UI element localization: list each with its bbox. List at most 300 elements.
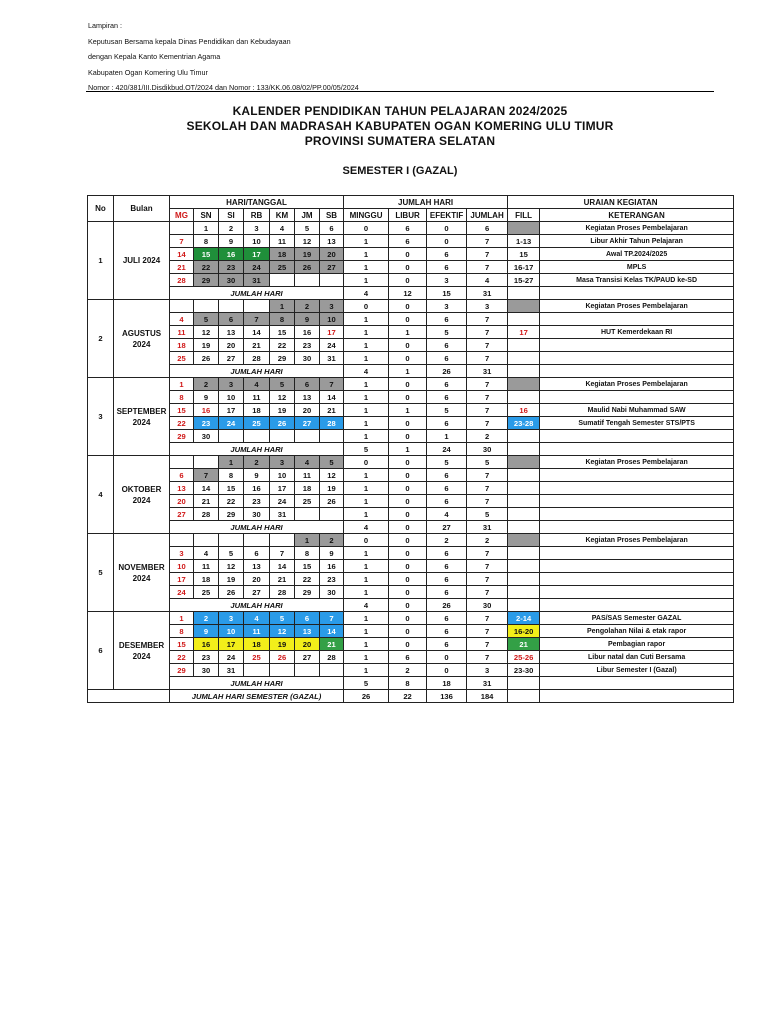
day-cell: 3 — [219, 378, 244, 391]
day-cell: 22 — [170, 651, 194, 664]
day-cell: 16 — [194, 638, 219, 651]
libur-count: 0 — [389, 300, 427, 313]
minggu-count: 0 — [344, 222, 389, 235]
day-cell: 1 — [170, 612, 194, 625]
libur-count: 0 — [389, 638, 427, 651]
day-cell: 3 — [219, 612, 244, 625]
jumlah-count: 7 — [467, 248, 508, 261]
fill-cell — [508, 287, 540, 300]
efektif-count: 6 — [427, 560, 467, 573]
title-line-2: SEKOLAH DAN MADRASAH KABUPATEN OGAN KOMERING ULU TIMUR — [186, 119, 614, 133]
day-cell: 11 — [244, 625, 270, 638]
keterangan-cell — [540, 573, 734, 586]
libur-count: 0 — [389, 313, 427, 326]
minggu-count: 1 — [344, 573, 389, 586]
day-cell: 12 — [270, 391, 295, 404]
day-cell: 30 — [244, 508, 270, 521]
table-row — [88, 664, 734, 677]
day-cell: 5 — [270, 378, 295, 391]
month-total-minggu: 5 — [344, 677, 389, 690]
fill-cell — [508, 313, 540, 326]
fill-cell — [508, 482, 540, 495]
day-cell: 19 — [320, 482, 344, 495]
day-cell: 27 — [320, 261, 344, 274]
day-cell: 26 — [270, 651, 295, 664]
jumlah-count: 3 — [467, 300, 508, 313]
day-cell: 21 — [170, 261, 194, 274]
efektif-count: 0 — [427, 651, 467, 664]
efektif-count: 6 — [427, 339, 467, 352]
keterangan-cell: Pengolahan Nilai & etak rapor — [540, 625, 734, 638]
day-cell: 29 — [170, 664, 194, 677]
header-hari-tanggal: HARI/TANGGAL — [170, 196, 344, 209]
day-cell: 6 — [295, 378, 320, 391]
day-cell: 25 — [194, 586, 219, 599]
keterangan-cell: Libur Semester I (Gazal) — [540, 664, 734, 677]
table-row — [88, 651, 734, 664]
day-cell: 28 — [320, 417, 344, 430]
day-cell: 27 — [295, 417, 320, 430]
minggu-count: 1 — [344, 339, 389, 352]
fill-cell: 25-26 — [508, 651, 540, 664]
lampiran-line: Nomor : 420/381/III.Disdikbud.OT/2024 dan Nomor : 133/KK.06.08/02/PP.00/05/2024 — [88, 83, 359, 92]
month-total-jumlah: 31 — [467, 521, 508, 534]
day-cell: 29 — [170, 430, 194, 443]
month-name — [114, 456, 170, 534]
day-cell: 16 — [194, 404, 219, 417]
day-cell: 28 — [244, 352, 270, 365]
day-cell: 16 — [244, 482, 270, 495]
minggu-count: 1 — [344, 586, 389, 599]
libur-count: 0 — [389, 248, 427, 261]
jumlah-count: 5 — [467, 508, 508, 521]
table-row — [88, 248, 734, 261]
minggu-count: 1 — [344, 508, 389, 521]
libur-count: 0 — [389, 456, 427, 469]
jumlah-hari-label: JUMLAH HARI — [170, 365, 344, 378]
day-cell: 18 — [244, 404, 270, 417]
minggu-count: 1 — [344, 495, 389, 508]
fill-cell: 1-13 — [508, 235, 540, 248]
jumlah-count: 7 — [467, 352, 508, 365]
month-name-line: 2024 — [132, 417, 151, 427]
day-cell: 7 — [194, 469, 219, 482]
efektif-count: 6 — [427, 352, 467, 365]
keterangan-cell — [540, 677, 734, 690]
jumlah-count: 7 — [467, 625, 508, 638]
keterangan-cell — [540, 508, 734, 521]
efektif-count: 6 — [427, 313, 467, 326]
day-cell: 6 — [244, 547, 270, 560]
jumlah-count: 7 — [467, 482, 508, 495]
day-cell: 23 — [219, 261, 244, 274]
day-cell: 19 — [219, 573, 244, 586]
day-cell: 11 — [170, 326, 194, 339]
jumlah-count: 7 — [467, 261, 508, 274]
day-cell: 15 — [295, 560, 320, 573]
calendar-table — [87, 195, 734, 703]
day-cell: 10 — [320, 313, 344, 326]
day-cell — [244, 300, 270, 313]
libur-count: 0 — [389, 274, 427, 287]
day-cell: 20 — [320, 248, 344, 261]
day-cell: 7 — [320, 378, 344, 391]
header-keterangan: KETERANGAN — [540, 209, 734, 222]
month-name-line: JULI 2024 — [122, 256, 161, 265]
table-row — [88, 469, 734, 482]
keterangan-cell: Kegiatan Proses Pembelajaran — [540, 534, 734, 547]
day-cell: 10 — [244, 235, 270, 248]
month-name-line: 2024 — [132, 339, 151, 349]
day-cell: 29 — [295, 586, 320, 599]
day-cell: 9 — [320, 547, 344, 560]
day-cell: 8 — [219, 469, 244, 482]
day-cell: 29 — [194, 274, 219, 287]
fill-cell: 16 — [508, 404, 540, 417]
day-cell: 8 — [170, 625, 194, 638]
keterangan-cell — [540, 391, 734, 404]
day-cell: 1 — [295, 534, 320, 547]
jumlah-count: 7 — [467, 547, 508, 560]
libur-count: 0 — [389, 573, 427, 586]
minggu-count: 1 — [344, 391, 389, 404]
fill-cell — [508, 599, 540, 612]
day-cell: 20 — [219, 339, 244, 352]
keterangan-cell — [540, 352, 734, 365]
day-cell: 26 — [295, 261, 320, 274]
day-cell: 10 — [170, 560, 194, 573]
day-cell: 5 — [295, 222, 320, 235]
jumlah-count: 7 — [467, 326, 508, 339]
efektif-count: 5 — [427, 456, 467, 469]
day-cell: 22 — [270, 339, 295, 352]
table-row — [88, 625, 734, 638]
jumlah-count: 7 — [467, 573, 508, 586]
libur-count: 0 — [389, 339, 427, 352]
jumlah-count: 7 — [467, 313, 508, 326]
minggu-count: 1 — [344, 612, 389, 625]
day-cell: 2 — [244, 456, 270, 469]
day-cell — [270, 664, 295, 677]
minggu-count: 0 — [344, 534, 389, 547]
day-cell: 14 — [270, 560, 295, 573]
month-name — [114, 378, 170, 456]
efektif-count: 6 — [427, 248, 467, 261]
header-day: MG — [170, 209, 194, 222]
month-total-row — [88, 521, 734, 534]
day-cell: 31 — [270, 508, 295, 521]
efektif-count: 6 — [427, 625, 467, 638]
table-row — [88, 222, 734, 235]
day-cell: 14 — [194, 482, 219, 495]
jumlah-count: 7 — [467, 391, 508, 404]
keterangan-cell — [540, 365, 734, 378]
fill-cell: 23-30 — [508, 664, 540, 677]
fill-cell: 2-14 — [508, 612, 540, 625]
libur-count: 0 — [389, 352, 427, 365]
month-total-minggu: 5 — [344, 443, 389, 456]
jumlah-count: 7 — [467, 560, 508, 573]
day-cell: 18 — [194, 573, 219, 586]
day-cell: 19 — [295, 248, 320, 261]
day-cell: 28 — [194, 508, 219, 521]
day-cell: 11 — [295, 469, 320, 482]
keterangan-cell — [540, 287, 734, 300]
day-cell: 11 — [270, 235, 295, 248]
keterangan-cell: HUT Kemerdekaan RI — [540, 326, 734, 339]
efektif-count: 6 — [427, 482, 467, 495]
day-cell: 3 — [270, 456, 295, 469]
month-name-line: OKTOBER — [121, 484, 162, 494]
day-cell: 1 — [194, 222, 219, 235]
efektif-count: 0 — [427, 664, 467, 677]
month-total-libur: 1 — [389, 365, 427, 378]
total-fill-spacer — [508, 690, 540, 703]
table-row — [88, 638, 734, 651]
month-name-line: 2024 — [132, 495, 151, 505]
day-cell: 17 — [320, 326, 344, 339]
day-cell: 24 — [219, 651, 244, 664]
table-row — [88, 508, 734, 521]
fill-cell — [508, 430, 540, 443]
header-minggu: MINGGU — [344, 209, 389, 222]
day-cell: 6 — [295, 612, 320, 625]
fill-cell: 16-20 — [508, 625, 540, 638]
libur-count: 0 — [389, 378, 427, 391]
jumlah-hari-label: JUMLAH HARI — [170, 599, 344, 612]
keterangan-cell — [540, 339, 734, 352]
day-cell: 16 — [295, 326, 320, 339]
day-cell: 28 — [170, 274, 194, 287]
day-cell: 8 — [295, 547, 320, 560]
header-jumlah-hari: JUMLAH HARI — [344, 196, 508, 209]
month-total-minggu: 4 — [344, 521, 389, 534]
month-number: 1 — [88, 222, 114, 300]
month-total-jumlah: 31 — [467, 365, 508, 378]
fill-cell — [508, 339, 540, 352]
day-cell: 9 — [244, 469, 270, 482]
header-day: RB — [244, 209, 270, 222]
day-cell: 24 — [219, 417, 244, 430]
efektif-count: 6 — [427, 495, 467, 508]
jumlah-count: 7 — [467, 339, 508, 352]
day-cell: 22 — [295, 573, 320, 586]
day-cell — [320, 430, 344, 443]
day-cell: 31 — [219, 664, 244, 677]
header-divider — [86, 91, 714, 92]
month-name-line: DESEMBER — [118, 640, 165, 650]
month-number: 5 — [88, 534, 114, 612]
fill-cell — [508, 521, 540, 534]
day-cell: 4 — [170, 313, 194, 326]
efektif-count: 3 — [427, 274, 467, 287]
minggu-count: 1 — [344, 482, 389, 495]
minggu-count: 1 — [344, 235, 389, 248]
fill-cell — [508, 508, 540, 521]
minggu-count: 1 — [344, 417, 389, 430]
efektif-count: 0 — [427, 235, 467, 248]
day-cell: 13 — [170, 482, 194, 495]
minggu-count: 1 — [344, 625, 389, 638]
day-cell: 19 — [270, 638, 295, 651]
fill-cell — [508, 391, 540, 404]
table-row — [88, 404, 734, 417]
day-cell — [295, 664, 320, 677]
header-day: SN — [194, 209, 219, 222]
title-line-3: PROVINSI SUMATERA SELATAN — [304, 134, 496, 148]
keterangan-cell: Masa Transisi Kelas TK/PAUD ke-SD — [540, 274, 734, 287]
day-cell: 12 — [320, 469, 344, 482]
keterangan-cell: MPLS — [540, 261, 734, 274]
day-cell — [295, 274, 320, 287]
day-cell: 24 — [244, 261, 270, 274]
day-cell: 10 — [219, 391, 244, 404]
day-cell: 23 — [194, 417, 219, 430]
libur-count: 0 — [389, 534, 427, 547]
day-cell: 5 — [320, 456, 344, 469]
month-total-row — [88, 599, 734, 612]
day-cell: 24 — [270, 495, 295, 508]
minggu-count: 1 — [344, 404, 389, 417]
day-cell: 26 — [320, 495, 344, 508]
libur-count: 0 — [389, 391, 427, 404]
jumlah-count: 7 — [467, 612, 508, 625]
fill-cell: 16-17 — [508, 261, 540, 274]
day-cell: 18 — [295, 482, 320, 495]
month-total-row — [88, 365, 734, 378]
efektif-count: 1 — [427, 430, 467, 443]
day-cell: 14 — [244, 326, 270, 339]
jumlah-count: 7 — [467, 651, 508, 664]
day-cell: 30 — [320, 586, 344, 599]
fill-cell — [508, 586, 540, 599]
day-cell: 23 — [320, 573, 344, 586]
day-cell: 9 — [194, 625, 219, 638]
minggu-count: 1 — [344, 248, 389, 261]
day-cell: 5 — [194, 313, 219, 326]
jumlah-count: 6 — [467, 222, 508, 235]
day-cell — [170, 456, 194, 469]
day-cell: 13 — [219, 326, 244, 339]
fill-cell — [508, 378, 540, 391]
day-cell — [320, 508, 344, 521]
month-name-line: AGUSTUS — [121, 328, 162, 338]
keterangan-cell: Maulid Nabi Muhammad SAW — [540, 404, 734, 417]
day-cell — [320, 664, 344, 677]
day-cell: 3 — [244, 222, 270, 235]
jumlah-count: 7 — [467, 469, 508, 482]
header-day: JM — [295, 209, 320, 222]
month-total-jumlah: 31 — [467, 287, 508, 300]
efektif-count: 6 — [427, 261, 467, 274]
day-cell: 13 — [244, 560, 270, 573]
day-cell: 18 — [270, 248, 295, 261]
fill-cell — [508, 443, 540, 456]
day-cell: 27 — [295, 651, 320, 664]
day-cell: 1 — [270, 300, 295, 313]
month-total-row — [88, 287, 734, 300]
day-cell: 7 — [320, 612, 344, 625]
keterangan-cell — [540, 430, 734, 443]
day-cell: 22 — [170, 417, 194, 430]
table-row — [88, 547, 734, 560]
day-cell: 24 — [170, 586, 194, 599]
minggu-count: 1 — [344, 469, 389, 482]
day-cell: 6 — [320, 222, 344, 235]
day-cell: 17 — [244, 248, 270, 261]
jumlah-count: 7 — [467, 404, 508, 417]
title-line-1: KALENDER PENDIDIKAN TAHUN PELAJARAN 2024/2025 — [232, 104, 568, 118]
fill-cell — [508, 560, 540, 573]
table-row — [88, 378, 734, 391]
fill-cell: 21 — [508, 638, 540, 651]
libur-count: 6 — [389, 235, 427, 248]
month-total-libur: 8 — [389, 677, 427, 690]
day-cell: 29 — [270, 352, 295, 365]
month-total-minggu: 4 — [344, 365, 389, 378]
jumlah-count: 2 — [467, 430, 508, 443]
table-row — [88, 326, 734, 339]
month-name — [114, 300, 170, 378]
semester-total-jumlah: 184 — [467, 690, 508, 703]
day-cell: 12 — [270, 625, 295, 638]
day-cell: 8 — [194, 235, 219, 248]
libur-count: 0 — [389, 560, 427, 573]
day-cell: 9 — [295, 313, 320, 326]
minggu-count: 1 — [344, 547, 389, 560]
day-cell: 22 — [219, 495, 244, 508]
header-no: No — [88, 196, 114, 222]
day-cell: 21 — [270, 573, 295, 586]
day-cell: 20 — [244, 573, 270, 586]
day-cell — [219, 300, 244, 313]
keterangan-cell — [540, 560, 734, 573]
day-cell: 8 — [270, 313, 295, 326]
month-total-efektif: 15 — [427, 287, 467, 300]
efektif-count: 0 — [427, 222, 467, 235]
month-number: 3 — [88, 378, 114, 456]
header-uraian-kegiatan: URAIAN KEGIATAN — [508, 196, 734, 209]
keterangan-cell — [540, 469, 734, 482]
keterangan-cell — [540, 599, 734, 612]
month-total-efektif: 24 — [427, 443, 467, 456]
day-cell: 19 — [194, 339, 219, 352]
day-cell: 31 — [320, 352, 344, 365]
day-cell: 4 — [295, 456, 320, 469]
minggu-count: 1 — [344, 326, 389, 339]
month-total-row — [88, 677, 734, 690]
semester-total-libur: 22 — [389, 690, 427, 703]
day-cell: 26 — [270, 417, 295, 430]
keterangan-cell: Pembagian rapor — [540, 638, 734, 651]
fill-cell — [508, 352, 540, 365]
day-cell: 21 — [320, 404, 344, 417]
day-cell: 5 — [219, 547, 244, 560]
month-total-efektif: 27 — [427, 521, 467, 534]
keterangan-cell: Kegiatan Proses Pembelajaran — [540, 300, 734, 313]
minggu-count: 1 — [344, 560, 389, 573]
jumlah-count: 3 — [467, 664, 508, 677]
libur-count: 0 — [389, 430, 427, 443]
day-cell: 10 — [270, 469, 295, 482]
day-cell: 8 — [170, 391, 194, 404]
header-fill: FILL — [508, 209, 540, 222]
jumlah-count: 7 — [467, 586, 508, 599]
day-cell — [170, 534, 194, 547]
jumlah-count: 7 — [467, 378, 508, 391]
keterangan-cell: Kegiatan Proses Pembelajaran — [540, 378, 734, 391]
month-total-jumlah: 31 — [467, 677, 508, 690]
